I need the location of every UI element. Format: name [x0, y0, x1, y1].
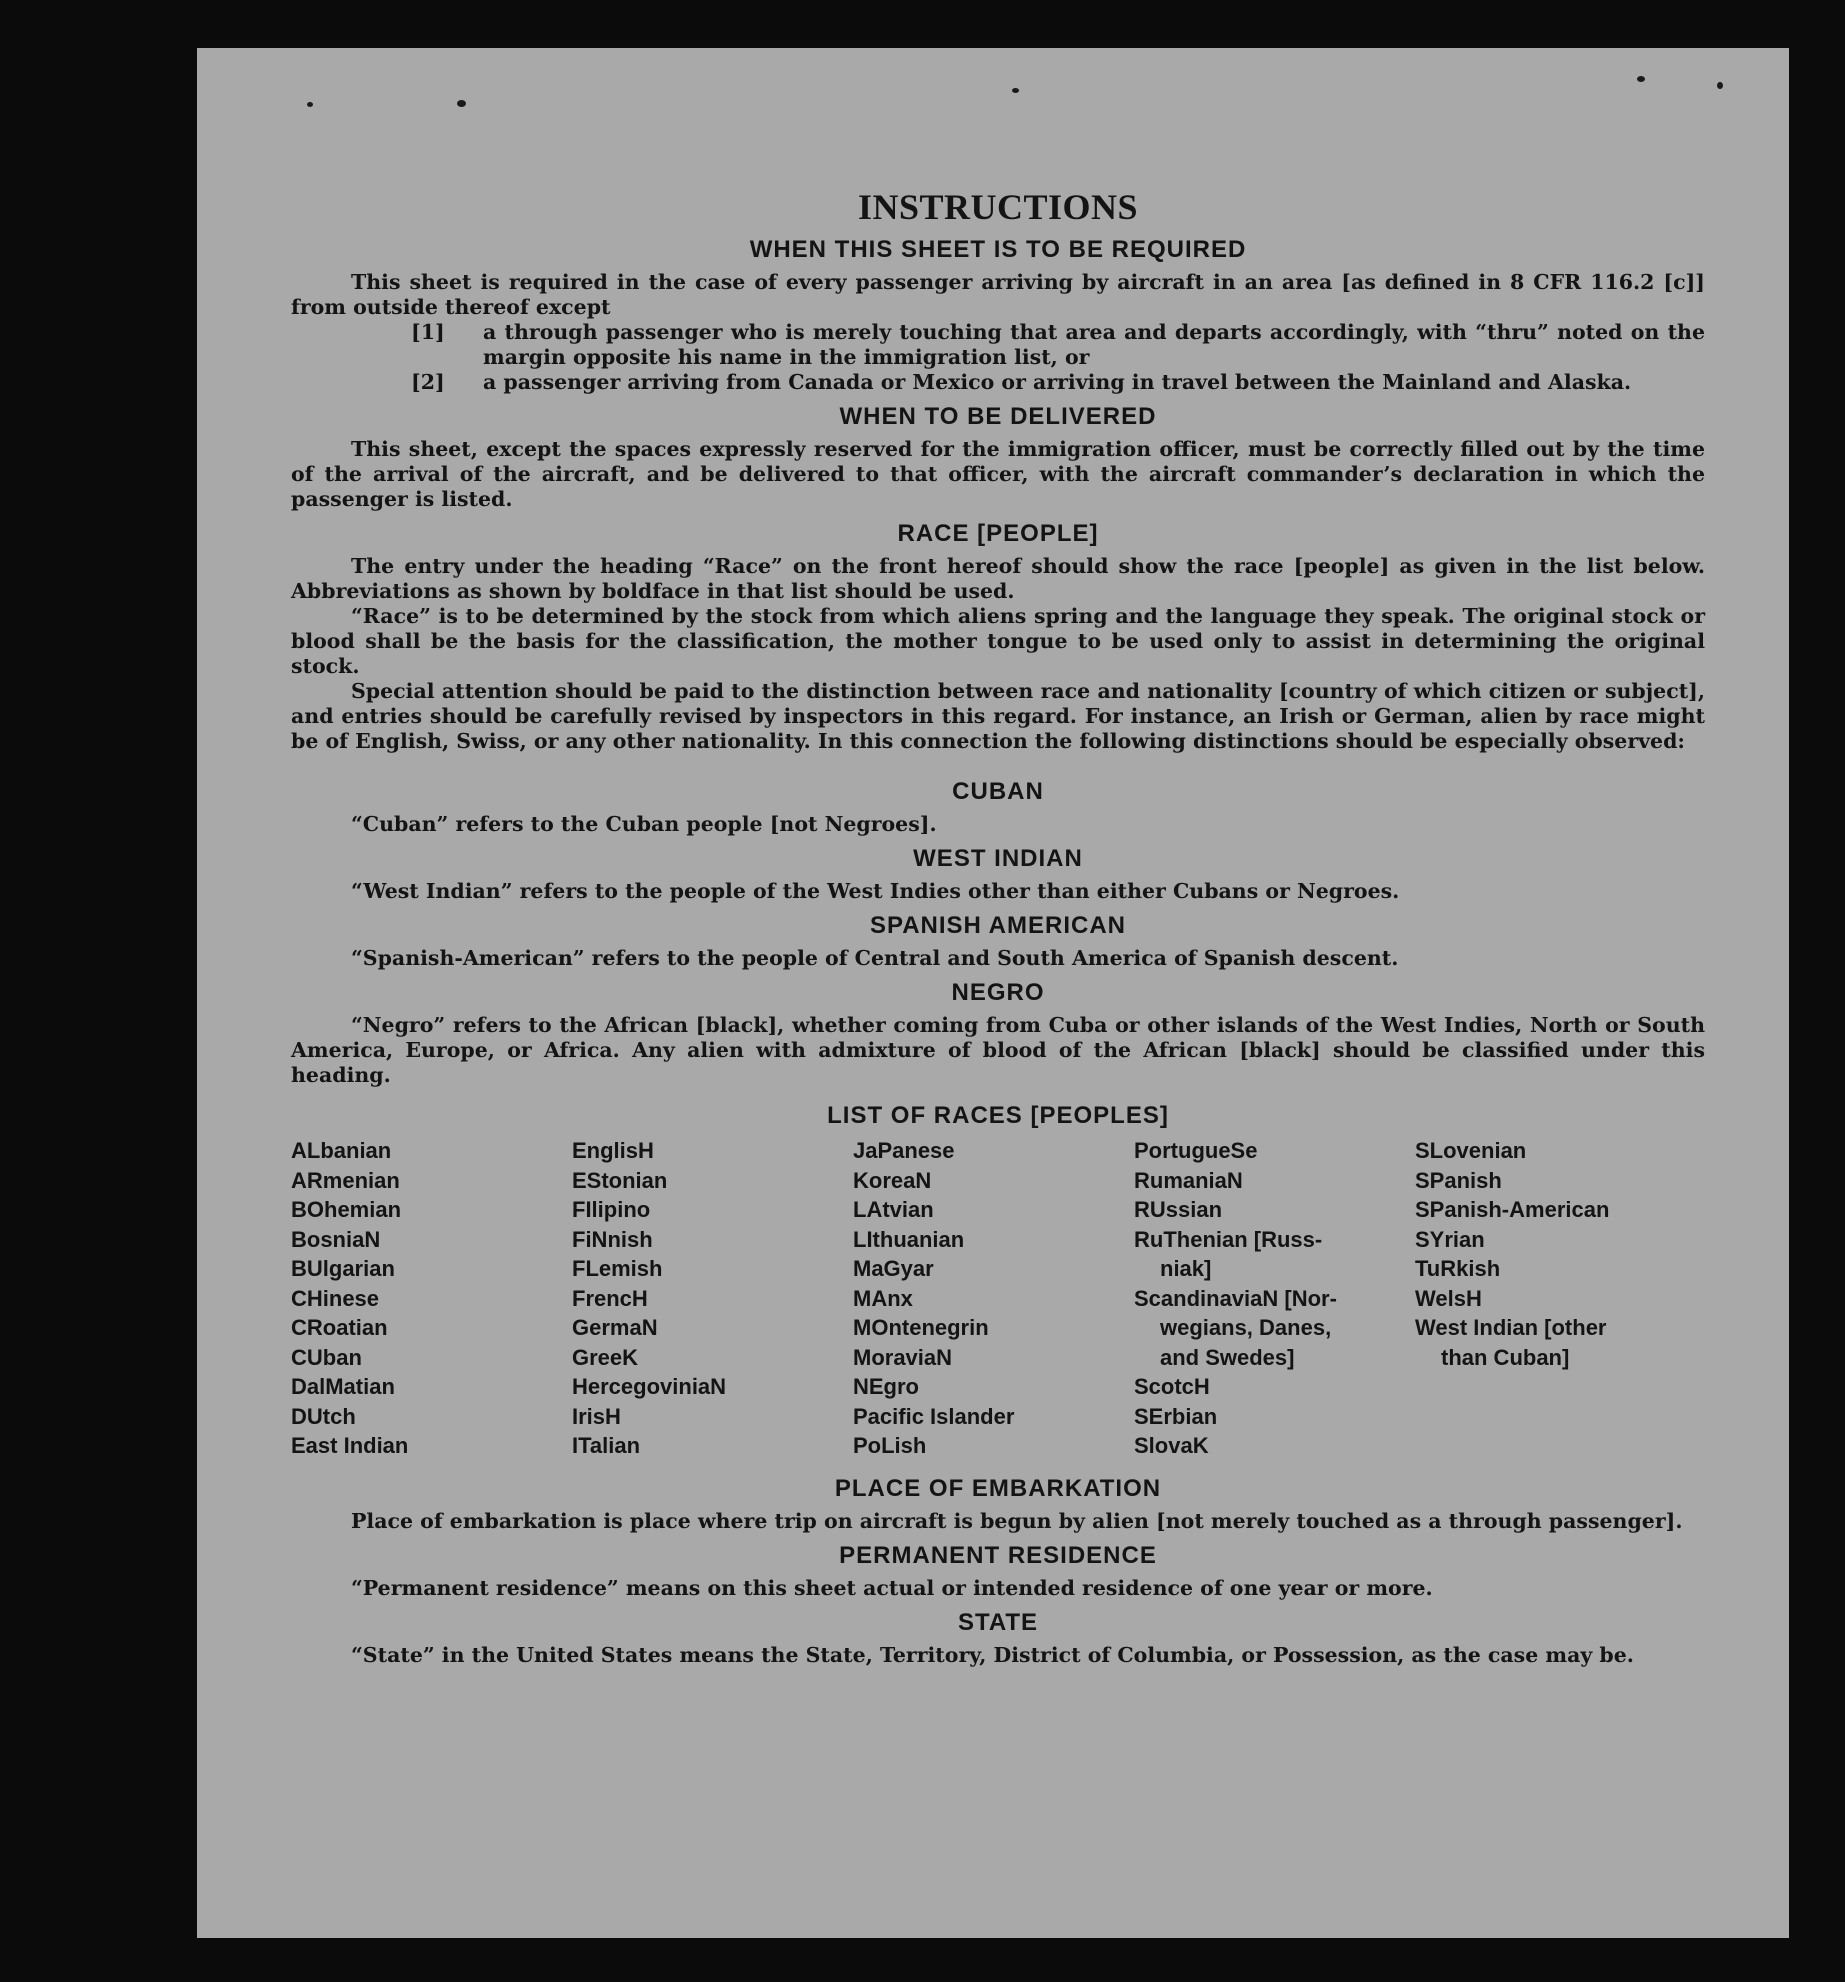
heading-negro: NEGRO — [951, 979, 1045, 1006]
race-entry: LAtvian — [853, 1197, 934, 1222]
race-entry: IrisH — [572, 1403, 621, 1429]
race-entry: EStonian — [572, 1167, 668, 1193]
race-entry: JaPanese — [853, 1138, 955, 1163]
spanish-american-text: “Spanish-American” refers to the people of Central and South America of Spanish descent. — [351, 946, 1399, 970]
document-page — [197, 48, 1789, 1938]
heading-west-indian: WEST INDIAN — [913, 845, 1083, 872]
exception-item — [411, 370, 1705, 395]
race-entry: EnglisH — [572, 1138, 654, 1163]
delivered-text: This sheet, except the spaces expressly reserved for the immigration officer, must be correctly filled out by the time of the arrival of the aircraft, and be delivered to that officer, with the aircraft commander’s declaration in which the passenger is listed. — [291, 437, 1705, 511]
race-entry: MoraviaN — [853, 1344, 953, 1370]
page-title: INSTRUCTIONS — [857, 187, 1139, 227]
race-entry: CHinese — [291, 1285, 380, 1311]
race-entry: GreeK — [572, 1344, 639, 1370]
races-column — [1415, 1136, 1696, 1461]
heading-list-of-races: LIST OF RACES [PEOPLES] — [827, 1102, 1169, 1129]
race-entry: CRoatian — [291, 1315, 388, 1340]
race-entry: and Swedes] — [1160, 1344, 1295, 1370]
state-text: “State” in the United States means the State, Territory, District of Columbia, or Possession, as the case may be. — [351, 1642, 1634, 1667]
heading-required: WHEN THIS SHEET IS TO BE REQUIRED — [749, 236, 1247, 263]
race-paragraph: Special attention should be paid to the distinction between race and nationality [country of which citizen or subject], and entries should be carefully revised by inspectors in this regard. For instance, an Irish or German, alien by race might be of English, Swiss, or any other nationality. In this connection the following distinctions should be especially observed: — [291, 679, 1705, 753]
race-entry: RUssian — [1134, 1197, 1223, 1222]
race-entry: BosniaN — [291, 1226, 381, 1252]
race-entry: RumaniaN — [1134, 1167, 1243, 1193]
races-column — [1134, 1136, 1415, 1461]
west-indian-text: “West Indian” refers to the people of the West Indies other than either Cubans or Negroes. — [351, 879, 1400, 903]
exception-text: a through passenger who is merely touching that area and departs accordingly, with “thru” noted on the margin opposite his name in the immigration list, or — [483, 320, 1705, 369]
race-entry: ALbanian — [291, 1138, 392, 1163]
race-entry: TuRkish — [1415, 1256, 1501, 1281]
ink-speck — [457, 100, 466, 107]
race-entry: SLovenian — [1415, 1138, 1527, 1163]
race-entry: SlovaK — [1134, 1433, 1209, 1458]
race-entry: WelsH — [1415, 1285, 1482, 1311]
race-entry: Pacific Islander — [853, 1403, 1015, 1429]
races-list — [291, 1136, 1705, 1461]
race-entry: niak] — [1160, 1256, 1212, 1281]
heading-race: RACE [PEOPLE] — [897, 520, 1099, 547]
residence-text: “Permanent residence” means on this sheet actual or intended residence of one year or more. — [351, 1575, 1433, 1600]
race-entry: wegians, Danes, — [1160, 1315, 1332, 1340]
ink-speck — [1012, 88, 1019, 93]
heading-delivered: WHEN TO BE DELIVERED — [839, 403, 1157, 430]
race-entry: SPanish — [1415, 1167, 1502, 1193]
race-entry: West Indian [other — [1415, 1315, 1607, 1340]
race-entry: RuThenian [Russ- — [1134, 1226, 1323, 1252]
race-entry: SYrian — [1415, 1226, 1485, 1252]
race-entry: PortugueSe — [1134, 1138, 1258, 1163]
race-entry: GermaN — [572, 1315, 658, 1340]
race-entry: DalMatian — [291, 1374, 395, 1399]
race-entry: ITalian — [572, 1433, 641, 1458]
race-entry: KoreaN — [853, 1167, 932, 1193]
race-entry: PoLish — [853, 1433, 927, 1458]
ink-speck — [307, 102, 313, 107]
heading-spanish-american: SPANISH AMERICAN — [869, 912, 1126, 939]
race-entry: MAnx — [853, 1285, 913, 1311]
ink-speck — [1717, 82, 1723, 89]
race-entry: LIthuanian — [853, 1226, 965, 1252]
race-entry: SErbian — [1134, 1403, 1218, 1429]
exception-item — [411, 320, 1705, 370]
races-column — [853, 1136, 1134, 1461]
heading-embarkation: PLACE OF EMBARKATION — [834, 1474, 1162, 1502]
race-entry: ARmenian — [291, 1167, 400, 1193]
exception-number: [1] — [411, 320, 445, 344]
race-entry: SPanish-American — [1415, 1197, 1610, 1222]
race-entry: FiNnish — [572, 1226, 653, 1252]
race-entry: HercegovinіaN — [572, 1374, 727, 1399]
heading-permanent-residence: PERMANENT RESIDENCE — [839, 1541, 1157, 1569]
races-column — [291, 1136, 572, 1461]
race-entry: than Cuban] — [1441, 1344, 1570, 1370]
race-entry: FIlipino — [572, 1197, 651, 1222]
cuban-text: “Cuban” refers to the Cuban people [not Negroes]. — [351, 812, 937, 836]
race-entry: NEgro — [853, 1374, 919, 1399]
ink-speck — [1637, 76, 1645, 82]
exception-text: a passenger arriving from Canada or Mexico or arriving in travel between the Mainland and Alaska. — [483, 370, 1632, 394]
heading-state: STATE — [957, 1608, 1039, 1636]
race-entry: BUlgarian — [291, 1256, 395, 1281]
race-entry: East Indian — [291, 1433, 409, 1458]
race-entry: CUban — [291, 1344, 362, 1370]
race-paragraph: “Race” is to be determined by the stock from which aliens spring and the language they speak. The original stock or blood shall be the basis for the classification, the mother tongue to be used only to assist in determining the original stock. — [291, 604, 1705, 678]
embarkation-text: Place of embarkation is place where trip on aircraft is begun by alien [not merely touched as a through passenger]. — [351, 1508, 1683, 1533]
heading-cuban: CUBAN — [952, 778, 1044, 805]
race-entry: BOhemian — [291, 1197, 402, 1222]
race-entry: ScotcH — [1134, 1374, 1210, 1399]
race-entry: MOntenegrin — [853, 1315, 989, 1340]
exception-number: [2] — [411, 370, 445, 394]
race-entry: FrencH — [572, 1285, 648, 1311]
race-entry: MaGyar — [853, 1256, 934, 1281]
race-entry: ScandinaviaN [Nor- — [1134, 1285, 1337, 1311]
races-column — [572, 1136, 853, 1461]
race-entry: FLemish — [572, 1256, 663, 1281]
race-paragraph: The entry under the heading “Race” on the front hereof should show the race [people] as given in the list below. Abbreviations as shown by boldface in that list should be used. — [291, 554, 1705, 603]
required-intro: This sheet is required in the case of every passenger arriving by aircraft in an area [as defined in 8 CFR 116.2 [c]] from outside thereof except — [291, 270, 1705, 319]
negro-text: “Negro” refers to the African [black], whether coming from Cuba or other islands of the West Indies, North or South America, Europe, or Africa. Any alien with admixture of blood of the African [black] should be classified under this heading. — [291, 1013, 1705, 1087]
race-entry: DUtch — [291, 1403, 356, 1429]
